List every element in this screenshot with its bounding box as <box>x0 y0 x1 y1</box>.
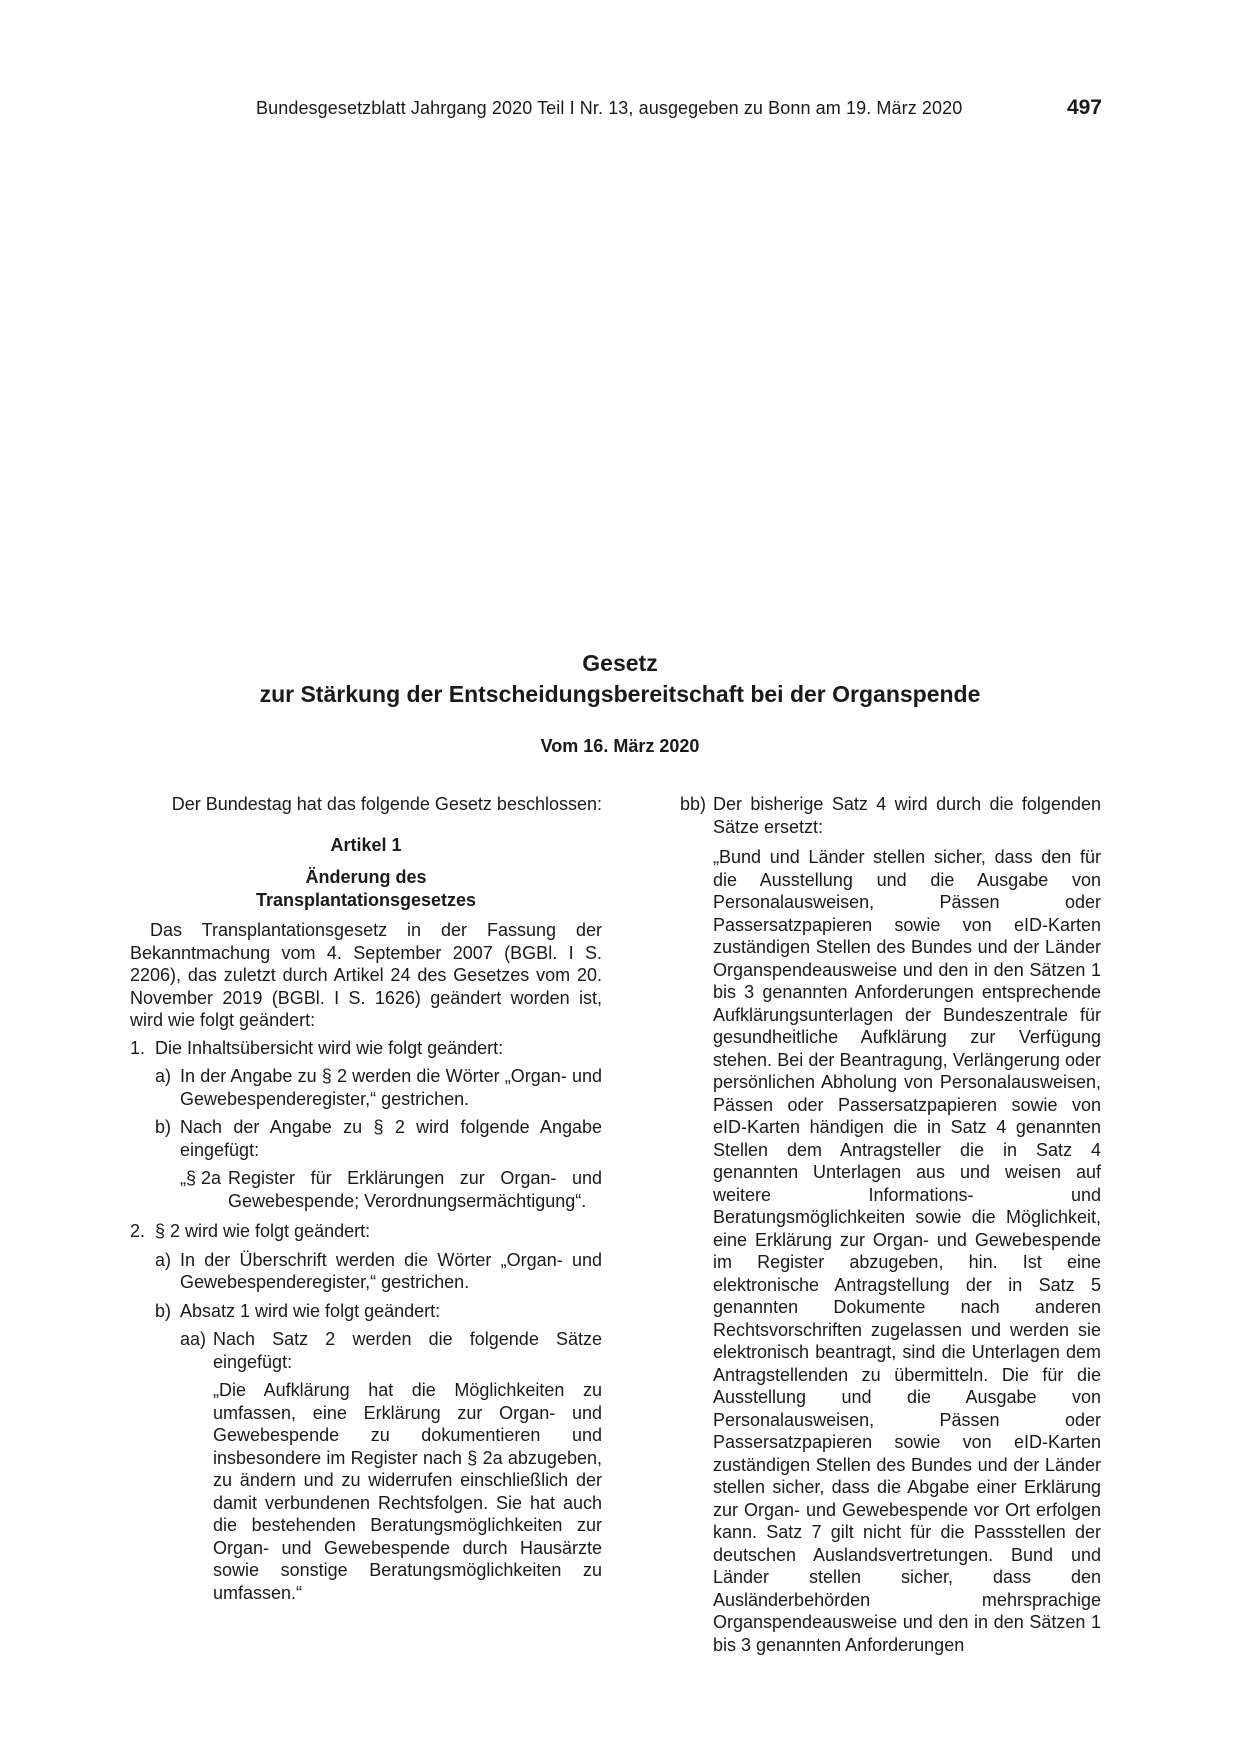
quoted-entry <box>180 1167 602 1212</box>
item-label: 1. <box>130 1037 146 1058</box>
item-label: bb) <box>680 794 707 814</box>
item-label: 2. <box>130 1221 146 1241</box>
item-text: In der Überschrift werden die Wörter „Organ- und Gewebespenderegister,“ gestrichen. <box>180 1249 602 1292</box>
law-date: Vom 16. März 2020 <box>540 736 700 756</box>
item-text: In der Angabe zu § 2 werden die Wörter „Organ- und Gewebespenderegister,“ gestrichen. <box>180 1066 602 1109</box>
list-item <box>180 1328 602 1373</box>
item-label: a) <box>155 1066 172 1086</box>
item-text: Der bisherige Satz 4 wird durch die folgenden Sätze ersetzt: <box>713 794 1101 837</box>
quoted-entry-label: „§ 2a <box>180 1168 222 1188</box>
law-title-line1: Gesetz <box>582 650 658 676</box>
item-label: b) <box>155 1300 172 1321</box>
item-label: b) <box>155 1117 172 1137</box>
title-block <box>120 648 1120 757</box>
quoted-entry-text: Register für Erklärungen zur Organ- und Gewebespende; Verordnungsermächtigung“. <box>228 1168 602 1211</box>
preamble: Der Bundestag hat das folgende Gesetz beschlossen: <box>171 794 602 814</box>
list-item <box>130 1037 602 1060</box>
item-text: § 2 wird wie folgt geändert: <box>155 1221 371 1241</box>
article-title-line2: Transplantationsgesetzes <box>255 889 477 910</box>
item-text: Absatz 1 wird wie folgt geändert: <box>180 1300 441 1321</box>
list-item <box>155 1249 602 1294</box>
item-label: aa) <box>180 1329 207 1349</box>
left-column <box>130 793 602 1622</box>
running-title: Bundesgesetzblatt Jahrgang 2020 Teil I Nr. 13, ausgegeben zu Bonn am 19. März 2020 <box>256 98 963 118</box>
inserted-text-quote: „Die Aufklärung hat die Möglichkeiten zu umfassen, eine Erklärung zur Organ- und Gewebespende zu dokumentieren und insbesondere im Register nach § 2a abzugeben, zu ändern und zu widerrufen einschließlich der damit verbundenen Rechtsfolgen. Sie hat auch die bestehenden Beratungsmöglichkeiten zur Organ- und Gewebespende durch Hausärzte sowie sonstige Beratungsmöglichkeiten zu umfassen.“ <box>213 1380 602 1603</box>
list-item <box>155 1065 602 1110</box>
right-column <box>680 793 1101 1674</box>
item-text: Nach der Angabe zu § 2 wird folgende Angabe eingefügt: <box>180 1117 602 1160</box>
list-item <box>155 1300 602 1323</box>
article-title-line1: Änderung des <box>305 867 427 887</box>
item-label: a) <box>155 1249 172 1270</box>
item-text: Die Inhaltsübersicht wird wie folgt geändert: <box>155 1037 504 1058</box>
list-item <box>130 1220 602 1243</box>
page-number: 497 <box>1066 96 1102 119</box>
article-number: Artikel 1 <box>330 834 402 855</box>
replacement-text-quote: „Bund und Länder stellen sicher, dass den für die Ausstellung und die Ausgabe von Personalausweisen, Pässen oder Passersatzpapieren sowie von eID-Karten zuständigen Stellen des Bundes und der Länder Organspendeausweise und den in den Sätzen 1 bis 3 genannten Anforderungen entsprechende Aufklärungsunterlagen der Bundeszentrale für gesundheitliche Aufklärung zur Verfügung stehen. Bei der Beantragung, Verlängerung oder persönlichen Abholung von Personalausweisen, Pässen oder Passersatzpapieren sowie von eID-Karten händigen die in Satz 4 genannten Stellen dem Antragsteller die in Satz 4 genannten Unterlagen aus und weisen auf weitere Informations- und Beratungsmöglichkeiten sowie die Möglichkeit, eine Erklärung zur Organ- und Gewebespende im Register abzugeben, hin. Ist eine elektronische Antragstellung der in Satz 5 genannten Dokumente nach anderen Rechtsvorschriften zugelassen und werden sie elektronisch beantragt, sind die Unterlagen dem Antragstellenden zu übermitteln. Die für die Ausstellung und die Ausgabe von Personalausweisen, Pässen oder Passersatzpapieren sowie von eID-Karten zuständigen Stellen des Bundes und der Länder stellen sicher, dass die Abgabe einer Erklärung zur Organ- und Gewebespende vor Ort erfolgen kann. Satz 7 gilt nicht für die Passstellen der deutschen Auslandsvertretungen. Bund und Länder stellen sicher, dass den Ausländerbehörden mehrsprachige Organspendeausweise und den in den Sätzen 1 bis 3 genannten Anforderungen <box>713 847 1101 1655</box>
list-item <box>680 793 1101 838</box>
item-text: Nach Satz 2 werden die folgende Sätze eingefügt: <box>213 1329 602 1372</box>
law-title-line2: zur Stärkung der Entscheidungsbereitschaft bei der Organspende <box>259 681 981 707</box>
list-item <box>155 1116 602 1161</box>
intro-paragraph: Das Transplantationsgesetz in der Fassung der Bekanntmachung vom 4. September 2007 (BGBl. I S. 2206), das zuletzt durch Artikel 24 des Gesetzes vom 20. November 2019 (BGBl. I S. 1626) geändert worden ist, wird wie folgt geändert: <box>130 920 602 1030</box>
running-header <box>256 98 1102 128</box>
